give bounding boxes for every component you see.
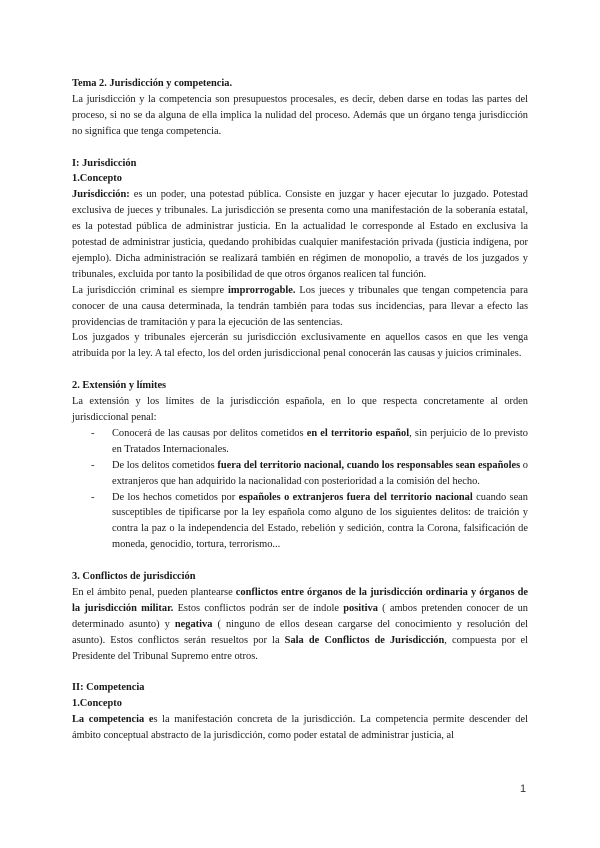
section-heading-jurisdiccion: I: Jurisdicción <box>72 157 137 169</box>
list-item: - De los delitos cometidos fuera del territorio nacional, cuando los responsables sean españoles o extranjeros que han adquirido la nacionalidad con posterioridad a la comisión del hecho. <box>112 458 528 490</box>
competencia-paragraph: La competencia es la manifestación concreta de la jurisdicción. La competencia permite descender del ámbito conceptual abstracto de la jurisdicción, como poder estatal de administrar justicia, al <box>72 714 528 742</box>
conflictos-paragraph: En el ámbito penal, pueden plantearse conflictos entre órganos de la jurisdicción ordinaria y órganos de la jurisdicción militar. Estos conflictos podrán ser de índole positiva ( ambos pretenden conocer de un determinado asunto) y negativa ( ninguno de ellos desean cargarse del conocimiento y resolución del asunto). Estos conflictos serán resueltos por la Sala de Conflictos de Jurisdicción, compuesta por el Presidente del Tribunal Supremo entre otros. <box>72 586 529 662</box>
section-heading-competencia: II: Competencia <box>72 682 145 694</box>
section-heading-extension: 2. Extensión y límites <box>72 380 167 392</box>
subheading-concepto-competencia: 1.Concepto <box>72 698 122 710</box>
jurisdiccion-definition-paragraph: Jurisdicción: es un poder, una potestad pública. Consiste en juzgar y hacer ejecutar lo juzgado. Potestad exclusiva de jueces y tribunales. La jurisdicción se presenta como una manifestación de la soberanía estatal, es la potestad pública de administrar justicia. En la actualidad le corresponde al Estado en exclusiva la potestad de administrar justicia, quedando prohibidas cualquier manifestación privada (justicia indígena, por ejemplo). Dicha administración se realizará también en régimen de monopolio, a través de los juzgados y tribunales, excluida por tanto la posibilidad de que otros órganos realicen tal función. <box>72 189 528 280</box>
list-item: - De los hechos cometidos por españoles o extranjeros fuera del territorio nacional cuando sean susceptibles de tipificarse por la ley española como alguno de los siguientes delitos: de traición y contra la paz o la independencia del Estado, rebelión y sedición, contra la Corona, falsificación de moneda, genocidio, tortura, terrorismo... <box>112 490 528 554</box>
section-heading-conflictos: 3. Conflictos de jurisdicción <box>72 571 196 583</box>
page-number: 1 <box>520 783 527 795</box>
improrrogable-paragraph: La jurisdicción criminal es siempre improrrogable. Los jueces y tribunales que tengan competencia para conocer de una causa determinada, la tendrán también para todas sus incidencias, para llevar a efecto las providencias de tramitación y para la ejecución de las sentencias. <box>72 284 528 328</box>
extension-list <box>72 426 528 553</box>
document-title: Tema 2. Jurisdicción y competencia. <box>72 78 233 89</box>
juzgados-paragraph: Los juzgados y tribunales ejercerán su jurisdicción exclusivamente en aquellos casos en que les venga atribuida por la ley. A tal efecto, los del orden jurisdiccional penal conocerán las causas y juicios criminales. <box>72 332 528 360</box>
subheading-concepto: 1.Concepto <box>72 173 122 185</box>
extension-paragraph: La extensión y los límites de la jurisdicción española, en lo que respecta concretamente al orden jurisdiccional penal: <box>72 396 528 423</box>
intro-paragraph: La jurisdicción y la competencia son presupuestos procesales, es decir, deben darse en todas las partes del proceso, si no se da alguna de ella implica la nulidad del proceso. Además que un órgano tenga jurisdicción no significa que tenga competencia. <box>72 93 528 137</box>
document-page <box>72 76 528 744</box>
list-item: - Conocerá de las causas por delitos cometidos en el territorio español, sin perjuicio de lo previsto en Tratados Internacionales. <box>112 426 528 458</box>
